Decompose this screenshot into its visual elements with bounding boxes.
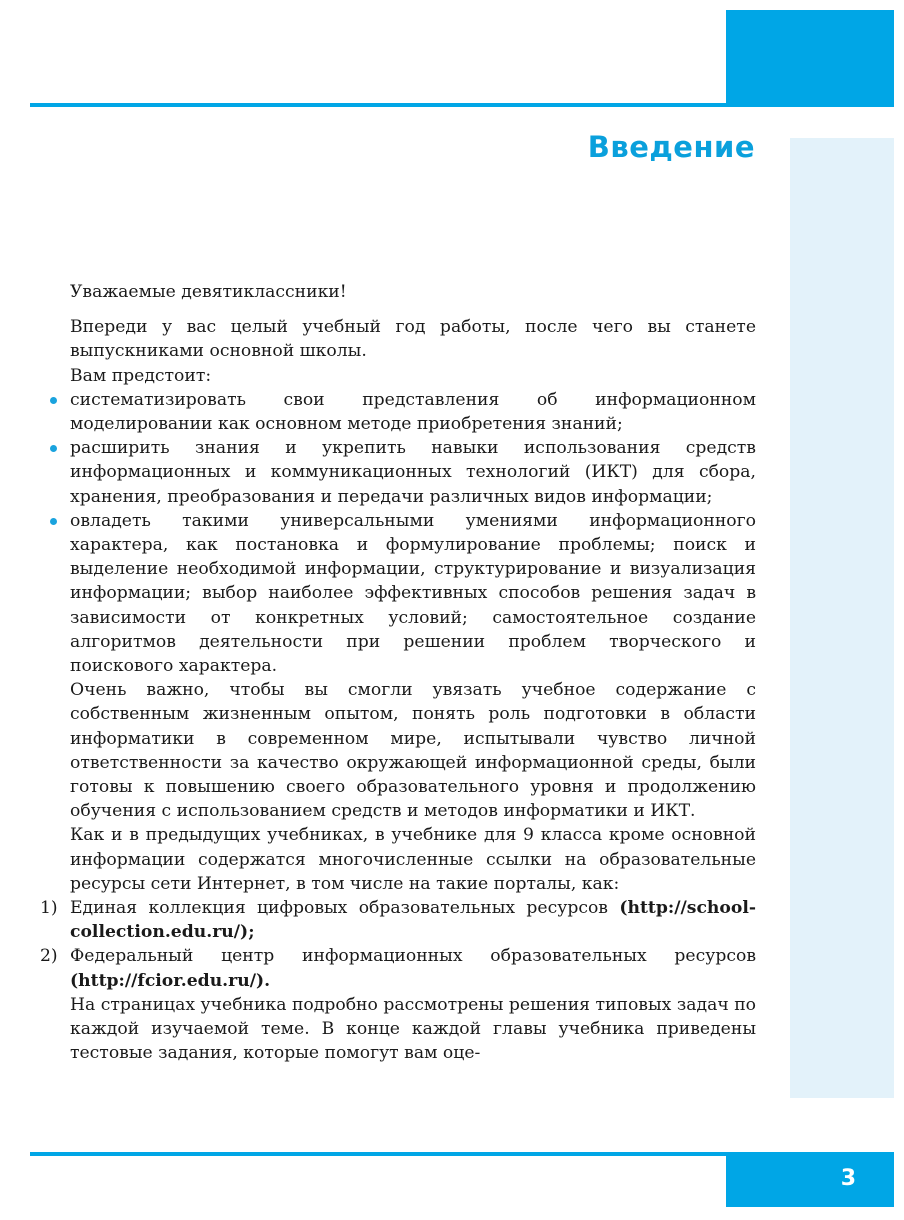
closing-paragraph: На страницах учебника подробно рассмотрены решения типовых задач по каждой изучаемой теме. В конце каждой главы учебника приведены тестовые задания, которые помогут вам оце- — [70, 994, 756, 1064]
bullet-icon — [50, 445, 57, 452]
header-color-block — [726, 10, 894, 107]
bullet-icon — [50, 397, 57, 404]
resources-paragraph: Как и в предыдущих учебниках, в учебнике для 9 класса кроме основной информации содержатся многочисленные ссылки на образовательные ресурсы сети Интернет, в том числе на такие порталы, как: — [70, 825, 756, 894]
page-number: 3 — [840, 1166, 856, 1191]
portal-link[interactable]: (http://fcior.edu.ru/). — [70, 970, 271, 991]
body-text — [40, 280, 756, 1066]
portals-list — [40, 896, 756, 993]
list-item: систематизировать свои представления об информационном моделировании как основном методе приобретения знаний; — [70, 388, 756, 436]
list-item: 2) Федеральный центр информационных образовательных ресурсов (http://fcior.edu.ru/). — [40, 946, 756, 991]
goals-list — [70, 388, 756, 678]
greeting: Уважаемые девятиклассники! — [70, 282, 347, 302]
header-rule — [30, 103, 726, 107]
importance-paragraph: Очень важно, чтобы вы смогли увязать учебное содержание с собственным жизненным опытом, понять роль подготовки в области информатики в современном мире, испытывали чувство личной ответственности за качество окружающей информационной среды, были готовы к повышению своего образовательного уровня и продолжению обучения с использованием средств и методов информатики и ИКТ. — [70, 680, 756, 822]
portal-link[interactable]: (http://school-collection.edu.ru/); — [70, 898, 756, 943]
list-item: овладеть такими универсальными умениями информационного характера, как постановка и формулирование проблемы; поиск и выделение необходимой информации, структурирование и визуализация информации; выбор наиболее эффективных способов решения задач в зависимости от конкретных условий; самостоятельное создание алгоритмов деятельности при решении проблем творческого и поискового характера. — [70, 509, 756, 678]
list-item: 1) Единая коллекция цифровых образовательных ресурсов (http://school-collection.edu.ru/); — [40, 898, 756, 943]
page-number-box — [726, 1152, 894, 1207]
bullet-icon — [50, 518, 57, 525]
footer-rule — [30, 1152, 726, 1156]
page-title: Введение — [587, 130, 755, 164]
margin-band — [790, 138, 894, 1098]
intro-paragraph: Впереди у вас целый учебный год работы, после чего вы станете выпускниками основной школы. — [70, 317, 756, 362]
list-item: расширить знания и укрепить навыки использования средств информационных и коммуникационных технологий (ИКТ) для сбора, хранения, преобразования и передачи различных видов информации; — [70, 436, 756, 509]
lead-paragraph: Вам предстоит: — [70, 365, 212, 386]
